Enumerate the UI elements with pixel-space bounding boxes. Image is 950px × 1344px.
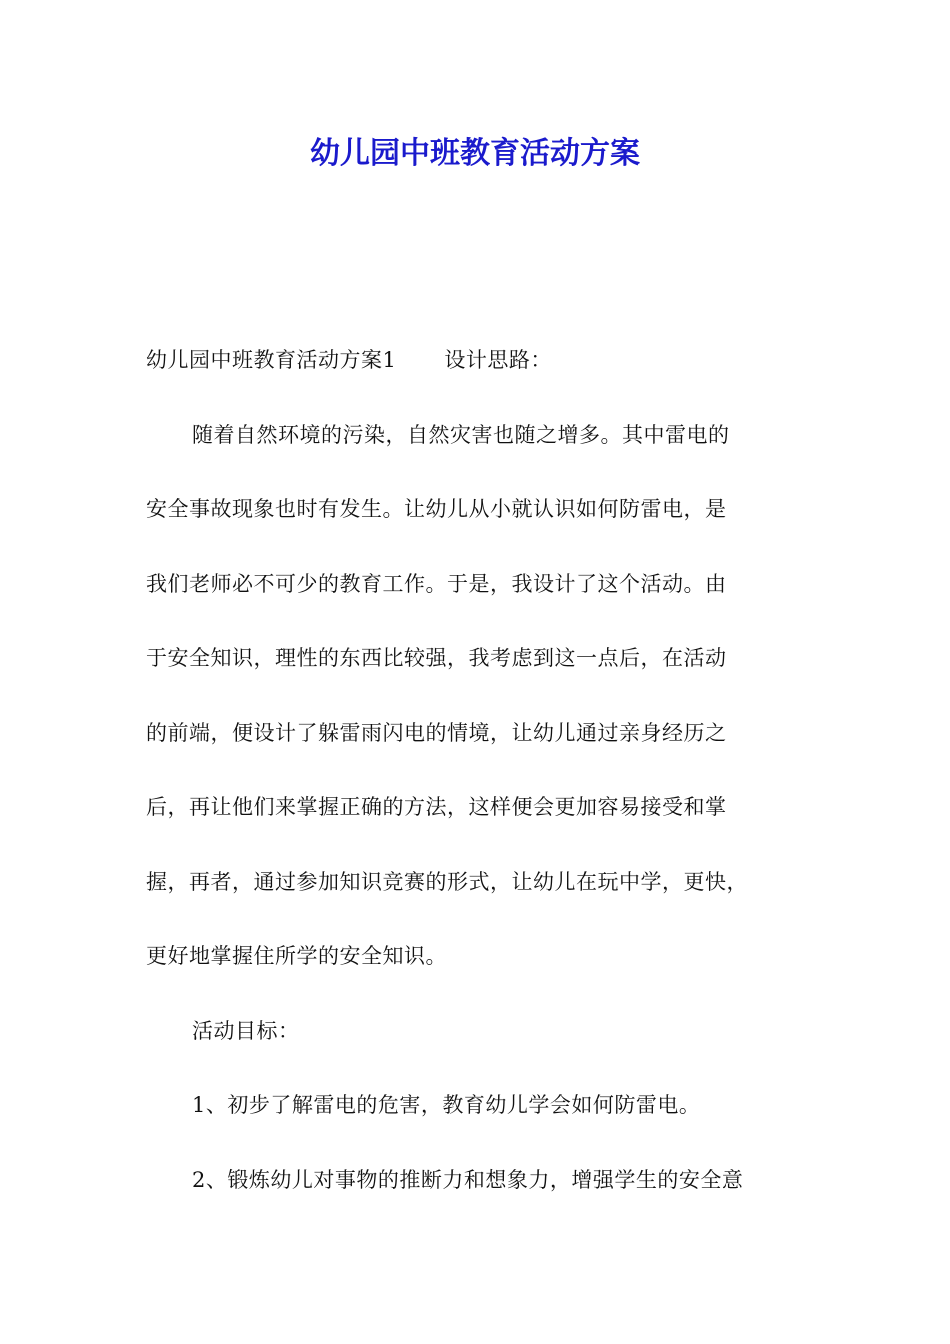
- paragraph-line: 我们老师必不可少的教育工作。于是，我设计了这个活动。由: [146, 571, 727, 596]
- goal-item: 1、初步了解雷电的危害，教育幼儿学会如何防雷电。: [192, 1093, 701, 1117]
- activity-goals-heading: 活动目标：: [192, 1018, 300, 1043]
- paragraph-line: 安全事故现象也时有发生。让幼儿从小就认识如何防雷电，是: [146, 497, 727, 521]
- paragraph-line: 的前端，便设计了躲雷雨闪电的情境，让幼儿通过亲身经历之: [146, 720, 727, 745]
- paragraph-line: 握，再者，通过参加知识竞赛的形式，让幼儿在玩中学，更快，: [146, 869, 748, 894]
- subsection-heading: 设计思路：: [444, 348, 552, 372]
- paragraph-line: 随着自然环境的污染，自然灾害也随之增多。其中雷电的: [192, 422, 730, 447]
- section-heading-line: [146, 340, 826, 415]
- document-title: 幼儿园中班教育活动方案: [310, 136, 640, 171]
- paragraph-line: 后，再让他们来掌握正确的方法，这样便会更加容易接受和掌: [146, 795, 727, 819]
- paragraph-line: 于安全知识，理性的东西比较强，我考虑到这一点后，在活动: [146, 646, 727, 670]
- paragraph-line: 更好地掌握住所学的安全知识。: [146, 944, 447, 968]
- section-heading: 幼儿园中班教育活动方案1: [146, 348, 397, 372]
- goal-item: 2、锻炼幼儿对事物的推断力和想象力，增强学生的安全意: [192, 1167, 744, 1192]
- document-body: [146, 340, 826, 1234]
